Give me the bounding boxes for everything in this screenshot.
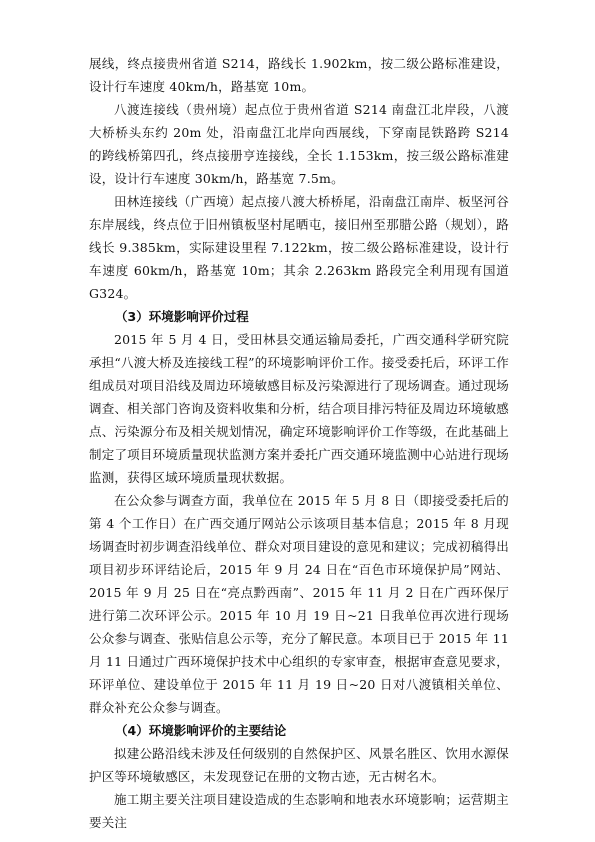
paragraph-construction-focus: 施工期主要关注项目建设造成的生态影响和地表水环境影响；运营期主要关注 bbox=[89, 792, 509, 830]
paragraph-eia-process: 2015 年 5 月 4 日，受田林县交通运输局委托，广西交通科学研究院承担“八渡大桥及连接线工程”的环境影响评价工作。接受委托后，环评工作组成员对项目沿线及周边环境敏感目标及污染源进行了现场调查。通过现场调查、相关部门咨询及资料收集和分析，结合项目排污特征及周边环境敏感点、污染源分布及相关规划情况，确定环境影响评价工作等级，在此基础上制定了项目环境质量现状监测方案并委托广西交通环境监测中心站进行现场监测，获得区域环境质量现状数据。 bbox=[89, 332, 509, 485]
paragraph-tianlin-connector: 田林连接线（广西境）起点接八渡大桥桥尾，沿南盘江南岸、板坚河谷东岸展线，终点位于旧州镇板坚村尾晒屯，接旧州至那腊公路（规划），路线长 9.385km，实际建设里程 7.122km，按二级公路标准建设，设计行车速度 60km/h，路基宽 10m；其余 2.263km 路段完全利用现有国道 G324。 bbox=[89, 194, 509, 301]
section-heading-eia-process: （3）环境影响评价过程 bbox=[115, 309, 249, 324]
section-heading-eia-conclusions: （4）环境影响评价的主要结论 bbox=[115, 723, 287, 738]
document-body bbox=[89, 52, 509, 834]
paragraph-badu-connector: 八渡连接线（贵州境）起点位于贵州省道 S214 南盘江北岸段，八渡大桥桥头东约 20m 处，沿南盘江北岸向西展线，下穿南昆铁路跨 S214 的跨线桥第四孔，终点接册亨连接线，全长 1.153km，按三级公路标准建设，设计行车速度 30km/h，路基宽 7.5m。 bbox=[89, 102, 509, 186]
paragraph-public-participation: 在公众参与调查方面，我单位在 2015 年 5 月 8 日（即接受委托后的第 4 个工作日）在广西交通厅网站公示该项目基本信息；2015 年 8 月现场调查时初步调查沿线单位、群众对项目建设的意见和建议；完成初稿得出项目初步环评结论后，2015 年 9 月 24 日在“百色市环境保护局”网站、2015 年 9 月 25 日在“亮点黔西南”、2015 年 11 月 2 日在广西环保厅进行第二次环评公示。2015 年 10 月 19 日~21 日我单位再次进行现场公众参与调查、张贴信息公示等，充分了解民意。本项目已于 2015 年 11 月 11 日通过广西环境保护技术中心组织的专家审查，根据审查意见要求，环评单位、建设单位于 2015 年 11 月 19 日~20 日对八渡镇相关单位、群众补充公众参与调查。 bbox=[89, 493, 509, 715]
paragraph-route-end: 展线，终点接贵州省道 S214，路线长 1.902km，按二级公路标准建设，设计行车速度 40km/h，路基宽 10m。 bbox=[89, 56, 509, 94]
paragraph-sensitive-areas: 拟建公路沿线未涉及任何级别的自然保护区、风景名胜区、饮用水源保护区等环境敏感区，未发现登记在册的文物古迹，无古树名木。 bbox=[89, 746, 509, 784]
